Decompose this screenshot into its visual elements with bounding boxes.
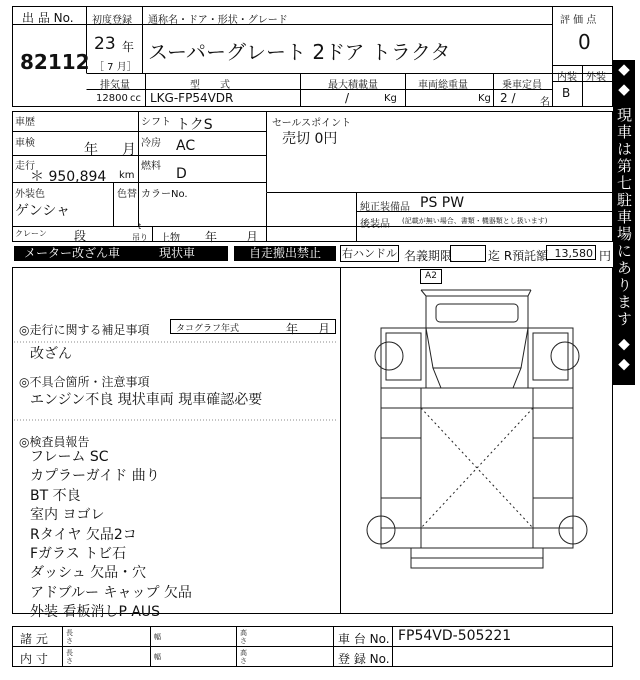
inspector-item: カプラーガイド 曲り — [30, 468, 160, 485]
color-change-label: 色替 — [117, 189, 137, 200]
capacity-label: 乗車定員 — [502, 80, 542, 91]
truck-diagram — [341, 268, 612, 613]
crane-label: クレーン — [15, 229, 47, 238]
score: 0 — [578, 30, 591, 54]
inspection-month: 月 — [122, 142, 136, 158]
inspector-items — [30, 448, 192, 623]
lot-no: 82112 — [20, 50, 90, 74]
interior-height-label: 高さ — [240, 649, 247, 665]
gross-weight-label: 車両総重量 — [418, 80, 468, 91]
crane-steps: 段 — [74, 229, 87, 243]
color-label: 外装色 — [15, 189, 45, 200]
crane-t: t — [138, 222, 142, 231]
chassis-no: FP54VD-505221 — [398, 628, 512, 644]
shift-label: シフト — [141, 117, 171, 128]
as-is-badge: 現状車 — [126, 246, 228, 261]
inspection-year: 年 — [84, 142, 98, 158]
mileage-value: ＊ 950,894 — [30, 169, 107, 185]
reg-month: ［ 7 月］ — [94, 62, 137, 73]
crane-lift: 吊り — [132, 233, 148, 242]
capacity-unit: 名 — [540, 97, 550, 108]
reg-no-label: 登 録 No. — [338, 652, 390, 666]
lot-no-label: 出 品 No. — [22, 11, 74, 25]
inspector-item: アドブルー キャップ 欠品 — [30, 584, 192, 601]
reg-year: 23 — [94, 34, 116, 54]
driving-notes-text: 改ざん — [30, 346, 72, 362]
name-change-box — [450, 245, 486, 262]
mileage-unit: km — [119, 170, 135, 181]
inspector-item: フレーム SC — [30, 449, 109, 465]
length-label: 長さ — [66, 629, 73, 645]
capacity: 2 / — [500, 91, 516, 105]
interior-score: B — [562, 86, 571, 100]
max-load-label: 最大積載量 — [328, 80, 378, 91]
interior-label: 内装 — [557, 72, 577, 83]
tacho-year: 年 — [286, 322, 299, 336]
sales-point-label: セールスポイント — [272, 118, 352, 129]
parking-banner-text: ◆◆ 現車は第七駐車場にあります ◆◆ — [615, 60, 633, 375]
color-no-label: カラーNo. — [141, 189, 188, 200]
tachograph-label: タコグラフ年式 — [176, 324, 240, 334]
inspector-item: BT 不良 — [30, 487, 81, 504]
height-label: 高さ — [240, 629, 247, 645]
no-self-drive-badge: 自走搬出禁止 — [234, 246, 336, 261]
recycle-unit: 円 — [599, 249, 612, 263]
history-label: 車歴 — [15, 117, 35, 128]
inspection-label: 車検 — [15, 138, 35, 149]
inspector-item: 外装 看板消しP AUS — [30, 604, 161, 621]
recycle-label: 迄 R預託額 — [488, 249, 549, 263]
chassis-label: 車 台 No. — [338, 632, 390, 646]
right-hand-badge: 右ハンドル — [342, 247, 397, 260]
parking-banner — [613, 60, 635, 385]
displacement-unit: cc — [130, 93, 141, 104]
grade-label: 評 価 点 — [560, 15, 597, 26]
name-change-label: 名義期限 — [404, 249, 453, 263]
width-label: 幅 — [154, 633, 161, 641]
displacement-label: 排気量 — [100, 80, 130, 91]
retrofit-note: (記載が無い場合、書類・機器類とし扱います) — [402, 217, 548, 225]
options-value: PS PW — [420, 195, 465, 211]
driving-notes-title: ◎走行に関する補足事項 — [19, 323, 150, 337]
top-label: 上物 — [160, 233, 180, 244]
mileage-label: 走行 — [15, 161, 35, 172]
fuel-label: 燃料 — [141, 161, 161, 172]
cooling-label: 冷房 — [141, 138, 161, 149]
first-reg-label: 初度登録 — [92, 15, 132, 26]
cooling-value: AC — [176, 138, 196, 154]
inspector-item: Fガラス トビ石 — [30, 546, 127, 563]
interior-dims-label: 内 寸 — [20, 652, 48, 666]
interior-width-label: 幅 — [154, 653, 161, 661]
vehicle-name: スーパーグレート 2ドア トラクタ — [148, 40, 451, 64]
color-value: ゲンシャ — [15, 203, 71, 219]
max-load: / — [345, 91, 350, 105]
model-label: 型 式 — [190, 80, 230, 91]
damage-mark: A2 — [420, 269, 442, 284]
exterior-label: 外装 — [586, 72, 606, 83]
sales-point-text: 売切 0円 — [282, 131, 338, 147]
displacement: 12800 — [96, 93, 128, 104]
inspector-item: 室内 ヨゴレ — [30, 507, 105, 524]
reg-year-unit: 年 — [122, 40, 135, 54]
top-month: 月 — [246, 230, 259, 244]
model-code: LKG-FP54VDR — [150, 91, 234, 105]
defect-title: ◎不具合箇所・注意事項 — [19, 375, 150, 389]
options-label: 純正装備品 — [360, 202, 410, 213]
tacho-month: 月 — [318, 322, 331, 336]
vehicle-name-label: 通称名・ドア・形状・グレード — [148, 15, 288, 26]
defect-text: エンジン不良 現状車両 現車確認必要 — [30, 392, 263, 408]
shift-value: トクS — [176, 117, 213, 133]
fuel-value: D — [176, 166, 187, 182]
interior-length-label: 長さ — [66, 649, 73, 665]
retrofit-label: 後装品 — [360, 219, 390, 230]
max-load-unit: Kg — [384, 93, 397, 104]
top-year: 年 — [205, 230, 218, 244]
gross-weight-unit: Kg — [478, 93, 491, 104]
dims-label: 諸 元 — [20, 632, 48, 646]
inspector-item: Rタイヤ 欠品2コ — [30, 526, 137, 543]
inspector-item: ダッシュ 欠品・穴 — [30, 565, 147, 582]
recycle-amount: 13,580 — [546, 245, 596, 260]
inspector-title: ◎検査員報告 — [19, 435, 90, 449]
tampered-badge: メーター改ざん車 — [14, 246, 130, 261]
